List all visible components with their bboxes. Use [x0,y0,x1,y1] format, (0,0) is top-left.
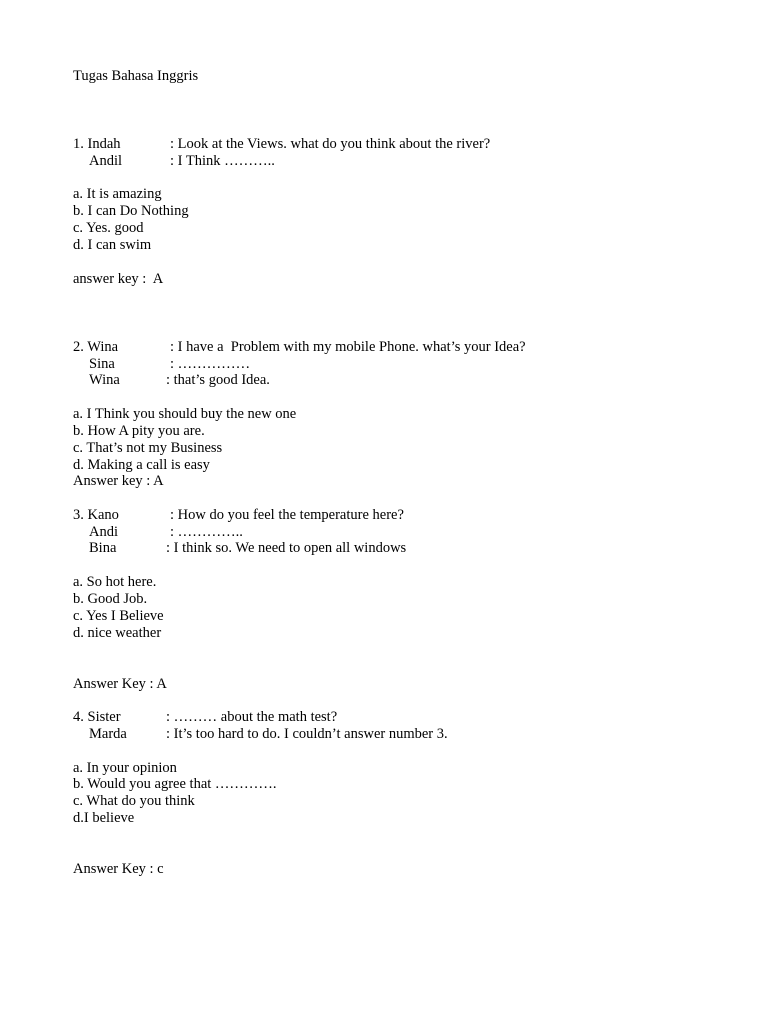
dialog-speaker: Bina [89,540,117,556]
dialog-line: : ………….. [170,524,243,540]
dialog-speaker: Wina [89,372,120,388]
answer-option: d. nice weather [73,625,162,641]
answer-option: c. Yes. good [73,220,144,236]
answer-option: c. What do you think [73,793,195,809]
answer-option: b. How A pity you are. [73,423,205,439]
answer-option: b. Good Job. [73,591,148,607]
dialog-line: : How do you feel the temperature here? [170,507,404,523]
dialog-speaker: Andil [89,153,123,169]
answer-option: d.I believe [73,810,135,826]
document-title: Tugas Bahasa Inggris [73,68,199,84]
dialog-line: : ……… about the math test? [166,709,338,725]
answer-option: d. Making a call is easy [73,457,210,473]
dialog-speaker: Sina [89,356,115,372]
answer-key: Answer Key : c [73,861,164,877]
dialog-speaker: 3. Kano [73,507,119,523]
dialog-line: : I Think ……….. [170,153,275,169]
dialog-line: : I have a Problem with my mobile Phone. what’s your Idea? [170,339,526,355]
answer-key: answer key : A [73,271,164,287]
answer-option: a. I Think you should buy the new one [73,406,297,422]
dialog-speaker: 2. Wina [73,339,119,355]
answer-option: c. That’s not my Business [73,440,223,456]
dialog-speaker: 4. Sister [73,709,121,725]
dialog-line: : that’s good Idea. [166,372,270,388]
dialog-line: : I think so. We need to open all windows [166,540,407,556]
answer-option: c. Yes I Believe [73,608,164,624]
dialog-speaker: 1. Indah [73,136,121,152]
answer-option: a. So hot here. [73,574,157,590]
answer-option: d. I can swim [73,237,152,253]
answer-option: a. It is amazing [73,186,162,202]
answer-option: b. Would you agree that …………. [73,776,277,792]
answer-option: a. In your opinion [73,760,177,776]
answer-key: Answer key : A [73,473,164,489]
dialog-line: : Look at the Views. what do you think about the river? [170,136,491,152]
dialog-speaker: Andi [89,524,118,540]
answer-option: b. I can Do Nothing [73,203,189,219]
dialog-line: : It’s too hard to do. I couldn’t answer number 3. [166,726,448,742]
dialog-speaker: Marda [89,726,127,742]
answer-key: Answer Key : A [73,676,167,692]
dialog-line: : …………… [170,356,251,372]
